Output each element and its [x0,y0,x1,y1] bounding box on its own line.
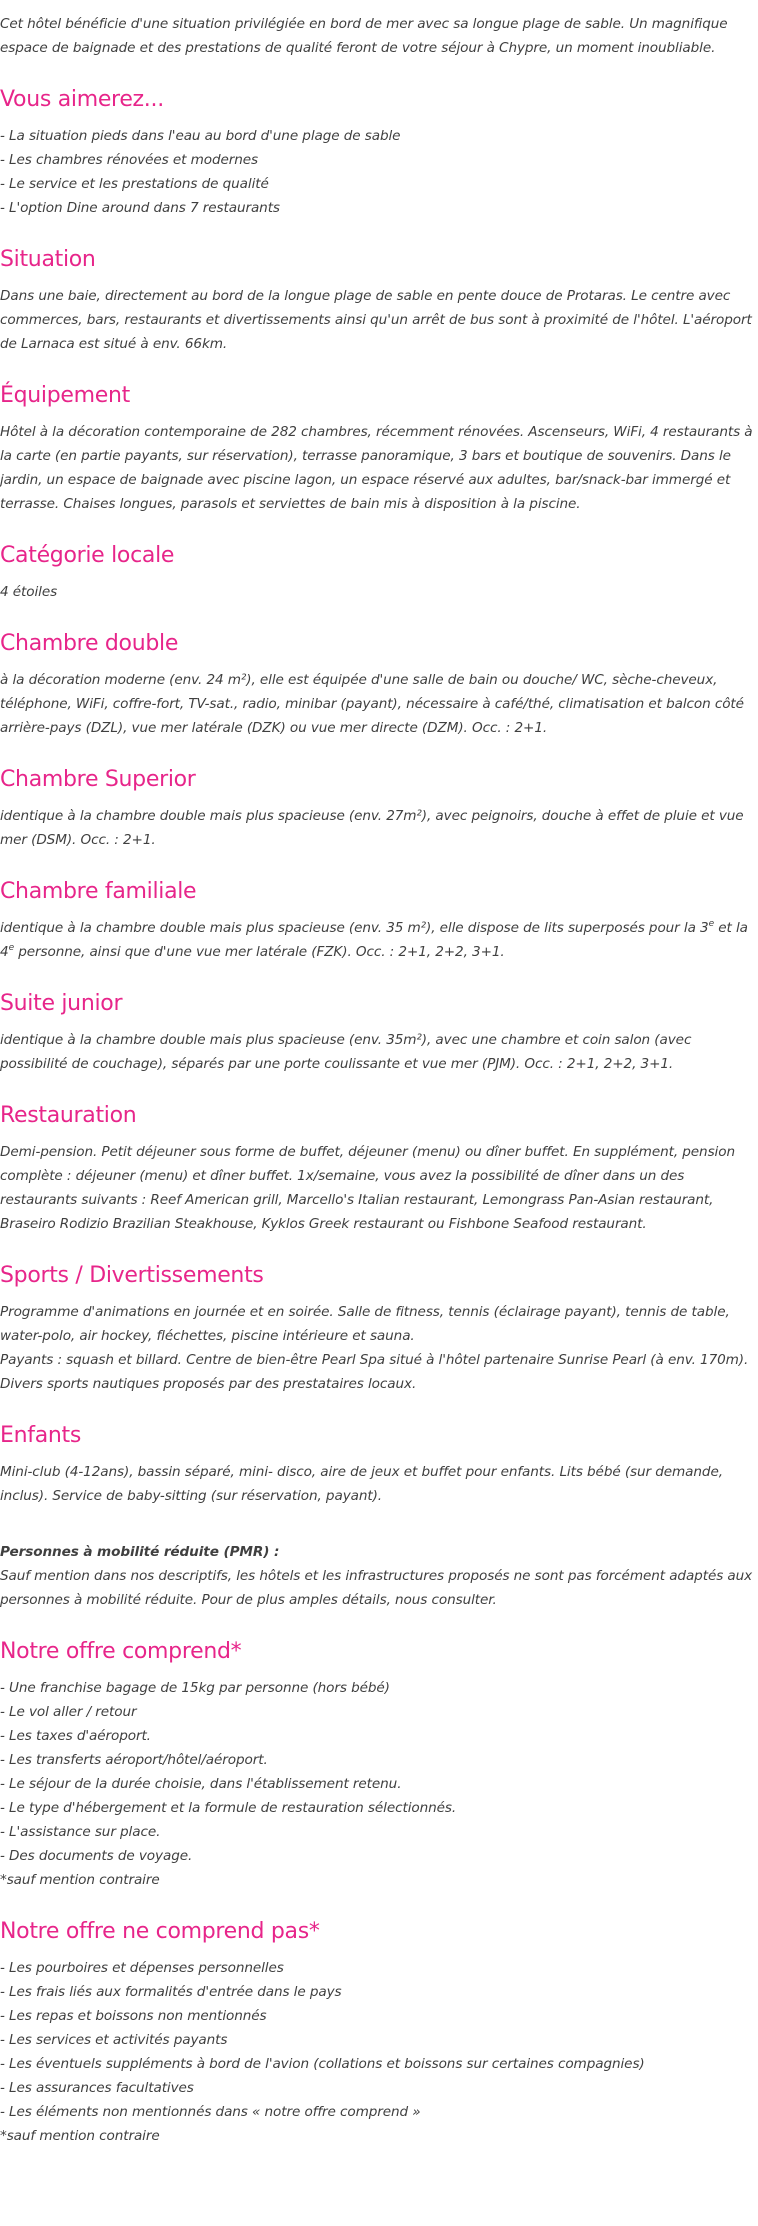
list-item-note: *sauf mention contraire [0,1872,160,1888]
intro-section [0,0,758,60]
offre-comprend-section [0,1638,758,1892]
sports-heading: Sports / Divertissements [0,1263,264,1288]
situation-section [0,246,758,356]
restauration-heading: Restauration [0,1103,137,1128]
list-item: - L'option Dine around dans 7 restaurants [0,200,280,216]
superscript: e [8,943,14,953]
vous-aimerez-heading: Vous aimerez... [0,87,164,112]
sports-text-1: Programme d'animations en journée et en soirée. Salle de fitness, tennis (éclairage payant), tennis de table, water-polo, air hockey, fléchettes, piscine intérieure et sauna. [0,1304,730,1344]
offre-ne-comprend-pas-list [0,1956,758,2148]
pmr-text: Sauf mention dans nos descriptifs, les hôtels et les infrastructures proposés ne sont pas forcément adaptés aux personnes à mobilité réduite. Pour de plus amples détails, nous consulter. [0,1568,753,1608]
offre-comprend-heading: Notre offre comprend* [0,1639,242,1664]
offre-comprend-list [0,1676,758,1892]
chambre-double-text: à la décoration moderne (env. 24 m²), elle est équipée d'une salle de bain ou douche/ WC, sèche-cheveux, téléphone, WiFi, coffre-fort, TV-sat., radio, minibar (payant), nécessaire à café/thé, climatisation et balcon côté arrière-pays (DZL), vue mer latérale (DZK) ou vue mer directe (DZM). Occ. : 2+1. [0,672,744,736]
situation-heading: Situation [0,247,96,272]
equipement-text: Hôtel à la décoration contemporaine de 282 chambres, récemment rénovées. Ascenseurs, WiFi, 4 restaurants à la carte (en partie payants, sur réservation), terrasse panoramique, 3 bars et boutique de souvenirs. Dans le jardin, un espace de baignade avec piscine lagon, un espace réservé aux adultes, bar/snack-bar immergé et terrasse. Chaises longues, parasols et serviettes de bain mis à disposition à la piscine. [0,424,753,512]
list-item: - Des documents de voyage. [0,1848,193,1864]
list-item: - Le service et les prestations de qualité [0,176,269,192]
suite-junior-section [0,990,758,1076]
chambre-superior-heading: Chambre Superior [0,767,196,792]
situation-text: Dans une baie, directement au bord de la longue plage de sable en pente douce de Protaras. Le centre avec commerces, bars, restaurants et divertissements ainsi qu'un arrêt de bus sont à proximité de l'hôtel. L'aéroport de Larnaca est situé à env. 66km. [0,288,752,352]
list-item: - Les services et activités payants [0,2032,228,2048]
categorie-text: 4 étoiles [0,584,58,600]
pmr-title: Personnes à mobilité réduite (PMR) : [0,1544,280,1560]
list-item: - Les pourboires et dépenses personnelles [0,1960,284,1976]
sports-text-2: Payants : squash et billard. Centre de bien-être Pearl Spa situé à l'hôtel partenaire Sunrise Pearl (à env. 170m). Divers sports nautiques proposés par des prestataires locaux. [0,1352,749,1392]
offre-ne-comprend-pas-heading: Notre offre ne comprend pas* [0,1919,320,1944]
vous-aimerez-list [0,124,758,220]
enfants-heading: Enfants [0,1423,82,1448]
restauration-text: Demi-pension. Petit déjeuner sous forme de buffet, déjeuner (menu) ou dîner buffet. En supplément, pension complète : déjeuner (menu) et dîner buffet. 1x/semaine, vous avez la possibilité de dîner dans un des restaurants suivants : Reef American grill, Marcello's Italian restaurant, Lemongrass Pan-Asian restaurant, Braseiro Rodizio Brazilian Steakhouse, Kyklos Greek restaurant ou Fishbone Seafood restaurant. [0,1144,735,1232]
list-item: - Les transferts aéroport/hôtel/aéroport. [0,1752,268,1768]
chambre-familiale-text-a: identique à la chambre double mais plus spacieuse (env. 35 m²), elle dispose de lits superposés pour la 3 [0,920,709,936]
offre-ne-comprend-pas-section [0,1918,758,2148]
categorie-section [0,542,758,604]
vous-aimerez-section [0,86,758,220]
equipement-heading: Équipement [0,383,130,408]
chambre-familiale-text-c: personne, ainsi que d'une vue mer latérale (FZK). Occ. : 2+1, 2+2, 3+1. [14,944,505,960]
list-item: - Le vol aller / retour [0,1704,137,1720]
suite-junior-text: identique à la chambre double mais plus spacieuse (env. 35m²), avec une chambre et coin salon (avec possibilité de couchage), séparés par une porte coulissante et vue mer (PJM). Occ. : 2+1, 2+2, 3+1. [0,1032,692,1072]
list-item: - Les taxes d'aéroport. [0,1728,151,1744]
list-item-note: *sauf mention contraire [0,2128,160,2144]
chambre-familiale-text [0,916,758,964]
chambre-familiale-text-b: et la 4 [0,920,748,960]
chambre-superior-section [0,766,758,852]
list-item: - Une franchise bagage de 15kg par personne (hors bébé) [0,1680,390,1696]
list-item: - Les éventuels suppléments à bord de l'avion (collations et boissons sur certaines compagnies) [0,2056,645,2072]
chambre-familiale-heading: Chambre familiale [0,879,197,904]
chambre-double-heading: Chambre double [0,631,179,656]
list-item: - L'assistance sur place. [0,1824,161,1840]
categorie-heading: Catégorie locale [0,543,175,568]
superscript: e [708,919,715,929]
equipement-section [0,382,758,516]
chambre-double-section [0,630,758,740]
list-item: - La situation pieds dans l'eau au bord d'une plage de sable [0,128,401,144]
enfants-text: Mini-club (4-12ans), bassin séparé, mini- disco, aire de jeux et buffet pour enfants. Lits bébé (sur demande, inclus). Service de baby-sitting (sur réservation, payant). [0,1464,723,1504]
pmr-section [0,1540,758,1612]
list-item: - Le type d'hébergement et la formule de restauration sélectionnés. [0,1800,457,1816]
list-item: - Les frais liés aux formalités d'entrée dans le pays [0,1984,342,2000]
list-item: - Les assurances facultatives [0,2080,194,2096]
list-item: - Les repas et boissons non mentionnés [0,2008,267,2024]
intro-text: Cet hôtel bénéficie d'une situation privilégiée en bord de mer avec sa longue plage de sable. Un magnifique espace de baignade et des prestations de qualité feront de votre séjour à Chypre, un moment inoubliable. [0,16,728,56]
list-item: - Le séjour de la durée choisie, dans l'établissement retenu. [0,1776,402,1792]
restauration-section [0,1102,758,1236]
list-item: - Les chambres rénovées et modernes [0,152,258,168]
suite-junior-heading: Suite junior [0,991,123,1016]
enfants-section [0,1422,758,1508]
chambre-familiale-section [0,878,758,964]
chambre-superior-text: identique à la chambre double mais plus spacieuse (env. 27m²), avec peignoirs, douche à effet de pluie et vue mer (DSM). Occ. : 2+1. [0,808,744,848]
sports-section [0,1262,758,1396]
list-item: - Les éléments non mentionnés dans « notre offre comprend » [0,2104,421,2120]
